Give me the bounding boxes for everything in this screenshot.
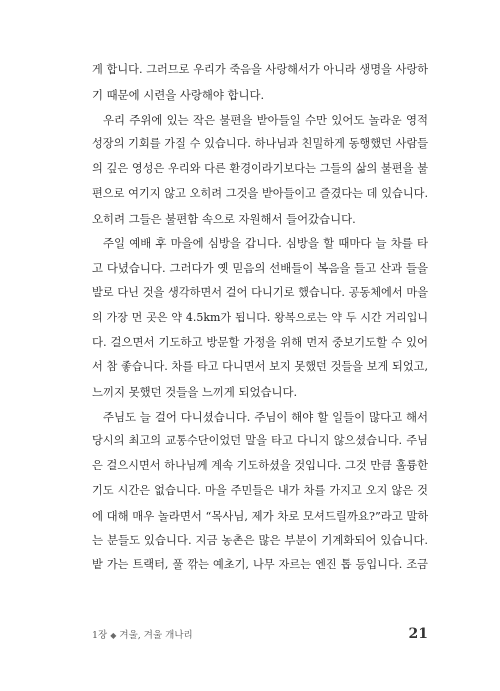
text-line: 기 때문에 시련을 사랑해야 합니다. bbox=[92, 87, 265, 102]
text-line: 의 가장 먼 곳은 약 4.5km가 됩니다. 왕복으로는 약 두 시간 거리입니 bbox=[92, 310, 428, 324]
text-line: 오히려 그들은 불편함 속으로 자원해서 들어갔습니다. bbox=[92, 211, 356, 226]
text-line: 서 참 좋습니다. 차를 타고 다니면서 보지 못했던 것들을 보게 되었고, bbox=[92, 360, 428, 373]
text-line: 기도 시간은 없습니다. 마을 주민들은 내가 차를 가지고 오지 않은 것 bbox=[92, 483, 428, 497]
text-line: 게 합니다. 그러므로 우리가 죽음을 사랑해서가 아니라 생명을 사랑하 bbox=[92, 63, 428, 76]
text-line: 주님도 늘 걸어 다니셨습니다. 주님이 해야 할 일들이 많다고 해서 bbox=[103, 409, 428, 424]
text-line: 우리 주위에 있는 작은 불편을 받아들일 수만 있어도 놀라운 영적 bbox=[103, 112, 428, 127]
text-line: 의 깊은 영성은 우리와 다른 환경이라기보다는 그들의 삶의 불편을 불 bbox=[92, 162, 428, 175]
chapter-title: 겨울, 겨울 개나리 bbox=[119, 630, 193, 641]
text-line: 성장의 기회를 가질 수 있습니다. 하나님과 친밀하게 동행했던 사람들 bbox=[92, 137, 428, 151]
text-line: 다. 걸으면서 기도하고 방문할 가정을 위해 먼저 중보기도할 수 있어 bbox=[92, 335, 428, 350]
chapter-label: 1장 bbox=[92, 630, 108, 641]
text-line: 는 분들도 있습니다. 지금 농촌은 많은 부분이 기계화되어 있습니다. bbox=[92, 533, 428, 548]
text-line: 발로 다닌 것을 생각하면서 걸어 다니기로 했습니다. 공동체에서 마을 bbox=[92, 285, 428, 299]
text-line: 은 걸으시면서 하나님께 계속 기도하셨을 것입니다. 그것 만큼 훌륭한 bbox=[92, 459, 428, 472]
running-head bbox=[92, 627, 193, 641]
text-line: 편으로 여기지 않고 오히려 그것을 받아들이고 즐겼다는 데 있습니다. bbox=[92, 186, 428, 200]
diamond-icon: ◆ bbox=[110, 631, 117, 640]
page-footer bbox=[92, 626, 428, 642]
text-line: 주일 예배 후 마을에 심방을 갑니다. 심방을 할 때마다 늘 차를 타 bbox=[103, 236, 428, 251]
text-line: 고 다녔습니다. 그러다가 옛 믿음의 선배들이 복음을 들고 산과 들을 bbox=[92, 261, 428, 275]
text-line: 당시의 최고의 교통수단이었던 말을 타고 다니지 않으셨습니다. 주님 bbox=[92, 434, 428, 448]
page-number: 21 bbox=[408, 626, 428, 642]
text-line: 밭 가는 트랙터, 풀 깎는 예초기, 나무 자르는 엔진 톱 등입니다. 조금 bbox=[92, 558, 428, 571]
text-line: 에 대해 매우 놀라면서 “목사님, 제가 차로 모셔드릴까요?”라고 말하 bbox=[92, 508, 428, 523]
body-text bbox=[92, 58, 428, 578]
text-line: 느끼지 못했던 것들을 느끼게 되었습니다. bbox=[92, 384, 298, 399]
